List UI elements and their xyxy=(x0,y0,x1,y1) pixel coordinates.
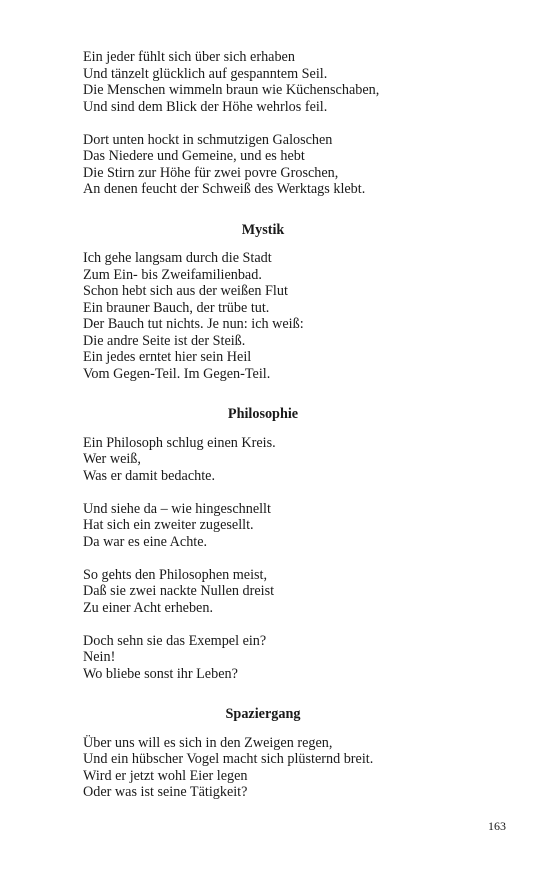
verse-line: Vom Gegen-Teil. Im Gegen-Teil. xyxy=(83,365,271,382)
verse-line: Dort unten hockt in schmutzigen Galoschen xyxy=(83,131,333,148)
verse-line: Doch sehn sie das Exempel ein? xyxy=(83,632,267,649)
verse-line: Ein jeder fühlt sich über sich erhaben xyxy=(83,49,295,65)
verse-line: Ein jedes erntet hier sein Heil xyxy=(83,349,252,365)
stanza xyxy=(83,735,503,801)
verse-line: Nein! xyxy=(83,649,116,665)
verse-line: Ein Philosoph schlug einen Kreis. xyxy=(83,434,276,451)
stanza xyxy=(83,567,503,617)
verse-line: Und tänzelt glücklich auf gespanntem Seil. xyxy=(83,65,328,82)
verse-line: Die Menschen wimmeln braun wie Küchenschaben, xyxy=(83,82,380,98)
verse-line: Was er damit bedachte. xyxy=(83,467,216,484)
verse-line: Über uns will es sich in den Zweigen regen, xyxy=(83,734,333,751)
stanza xyxy=(83,250,503,382)
poem-title: Spaziergang xyxy=(225,706,301,722)
stanza xyxy=(83,49,503,115)
verse-line: Hat sich ein zweiter zugesellt. xyxy=(83,517,254,533)
verse-line: Da war es eine Achte. xyxy=(83,533,208,550)
verse-line: Wo bliebe sonst ihr Leben? xyxy=(83,665,238,682)
stanza xyxy=(83,501,503,551)
poem-spaziergang xyxy=(83,706,503,801)
verse-line: So gehts den Philosophen meist, xyxy=(83,566,268,583)
verse-line: Und ein hübscher Vogel macht sich plüsternd breit. xyxy=(83,751,374,767)
verse-line: Der Bauch tut nichts. Je nun: ich weiß: xyxy=(83,316,304,332)
stanza xyxy=(83,633,503,683)
poem-continuation xyxy=(83,49,503,198)
verse-line: Das Niedere und Gemeine, und es hebt xyxy=(83,148,305,164)
verse-line: Daß sie zwei nackte Nullen dreist xyxy=(83,583,275,599)
verse-line: Schon hebt sich aus der weißen Flut xyxy=(83,283,288,299)
verse-line: Ein brauner Bauch, der trübe tut. xyxy=(83,299,270,316)
poem-title: Philosophie xyxy=(227,406,299,422)
verse-line: Und siehe da – wie hingeschnellt xyxy=(83,500,271,517)
verse-line: An denen feucht der Schweiß des Werktags klebt. xyxy=(83,181,366,197)
page-number: 163 xyxy=(488,819,506,833)
verse-line: Und sind dem Blick der Höhe wehrlos feil. xyxy=(83,98,328,115)
page-text xyxy=(83,49,503,801)
verse-line: Ich gehe langsam durch die Stadt xyxy=(83,250,272,266)
verse-line: Oder was ist seine Tätigkeit? xyxy=(83,784,248,800)
stanza xyxy=(83,132,503,198)
verse-line: Zu einer Acht erheben. xyxy=(83,599,213,616)
verse-line: Wird er jetzt wohl Eier legen xyxy=(83,767,248,784)
poem-title: Mystik xyxy=(241,221,285,238)
verse-line: Die andre Seite ist der Steiß. xyxy=(83,332,246,349)
verse-line: Die Stirn zur Höhe für zwei povre Groschen, xyxy=(83,164,339,181)
verse-line: Wer weiß, xyxy=(83,451,141,467)
verse-line: Zum Ein- bis Zweifamilienbad. xyxy=(83,266,262,283)
poem-philosophie xyxy=(83,406,503,682)
stanza xyxy=(83,435,503,485)
poem-mystik xyxy=(83,222,503,383)
